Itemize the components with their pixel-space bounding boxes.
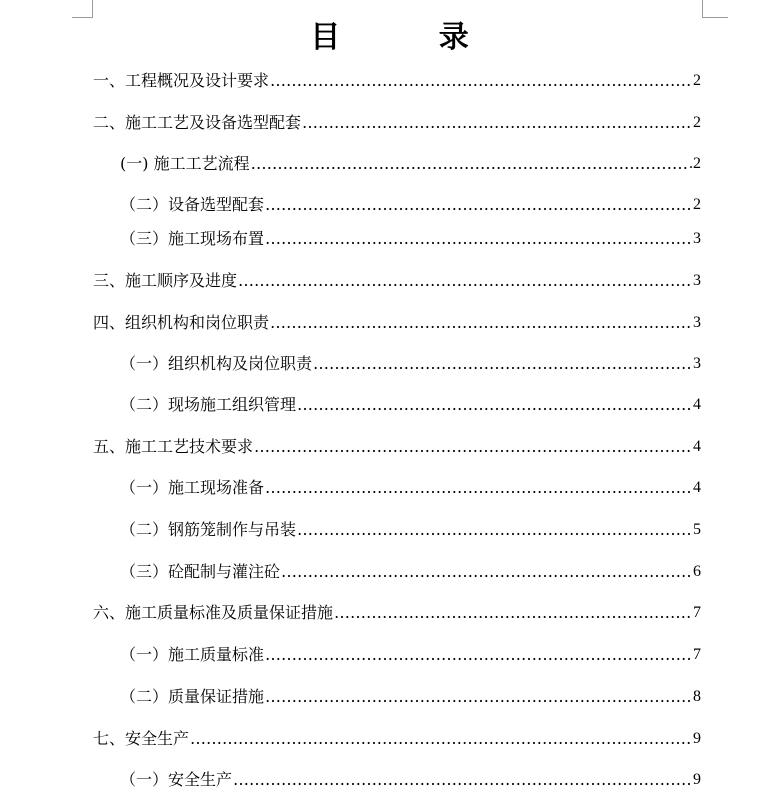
toc-page-number: 2 [693, 196, 701, 213]
toc-entry[interactable] [120, 153, 701, 175]
crop-mark-top-right [702, 0, 728, 18]
toc-entry-text: （一）施工质量标准 [120, 645, 265, 664]
toc-entry-text: （三）砼配制与灌注砼 [120, 562, 281, 581]
toc-entry-text: （二）设备选型配套 [120, 195, 265, 214]
toc-entry-text: 六、施工质量标准及质量保证措施 [93, 603, 334, 622]
toc-entry[interactable] [93, 312, 701, 334]
toc-leader-dots [265, 194, 692, 216]
toc-page-number: 2 [693, 72, 701, 89]
toc-entry-text: （二）现场施工组织管理 [120, 395, 297, 414]
toc-leader-dots [190, 728, 692, 750]
toc-page-number: 4 [693, 479, 701, 496]
toc-entry-text: 五、施工工艺技术要求 [93, 437, 254, 456]
toc-entry[interactable] [93, 728, 701, 750]
toc-leader-dots [270, 70, 692, 92]
toc-entry[interactable] [120, 686, 701, 708]
toc-page-number: 3 [693, 355, 701, 372]
toc-page-number: 8 [693, 688, 701, 705]
toc-entry[interactable] [93, 436, 701, 458]
toc-leader-dots [254, 436, 692, 458]
toc-leader-dots [297, 519, 692, 541]
page-title: 目 录 [310, 20, 513, 55]
toc-leader-dots [265, 644, 692, 666]
toc-page-number: 2 [693, 114, 701, 131]
toc-leader-dots [238, 270, 692, 292]
toc-leader-dots [313, 353, 692, 375]
toc-leader-dots [251, 153, 688, 175]
toc-page-number: 9 [693, 771, 701, 788]
toc-page-number: 5 [693, 521, 701, 538]
toc-leader-dots [265, 686, 692, 708]
toc-page-number: 9 [693, 730, 701, 747]
toc-leader-dots [233, 769, 692, 791]
toc-entry[interactable] [93, 70, 701, 92]
toc-entry-text: 四、组织机构和岗位职责 [93, 313, 270, 332]
toc-page-number: 3 [693, 230, 701, 247]
toc-entry[interactable] [120, 353, 701, 375]
toc-entry[interactable] [93, 112, 701, 134]
toc-entry[interactable] [93, 270, 701, 292]
toc-page-number: 4 [693, 396, 701, 413]
toc-entry-text: 二、施工工艺及设备选型配套 [93, 113, 302, 132]
toc-entry-text: 一、工程概况及设计要求 [93, 71, 270, 90]
toc-entry-text: （一）安全生产 [120, 770, 233, 789]
toc-leader-dots [265, 477, 692, 499]
toc-entry[interactable] [120, 228, 701, 250]
toc-leader-dots [297, 394, 692, 416]
toc-entry[interactable] [120, 561, 701, 583]
toc-entry-text: 三、施工顺序及进度 [93, 271, 238, 290]
toc-leader-dots [265, 228, 692, 250]
toc-entry[interactable] [93, 602, 701, 624]
toc-page-number: 3 [693, 314, 701, 331]
toc-entry-text: （三）施工现场布置 [120, 229, 265, 248]
toc-entry[interactable] [120, 477, 701, 499]
toc-entry-text: （一）施工现场准备 [120, 478, 265, 497]
toc-entry-text: （二）钢筋笼制作与吊装 [120, 520, 297, 539]
toc-leader-dots [270, 312, 692, 334]
toc-leader-dots [302, 112, 692, 134]
crop-mark-top-left [72, 0, 93, 18]
toc-entry-text: (一) 施工工艺流程 [120, 154, 250, 173]
toc-page-number: 3 [693, 272, 701, 289]
toc-entry-text: （一）组织机构及岗位职责 [120, 354, 313, 373]
toc-entry[interactable] [120, 519, 701, 541]
toc-entry[interactable] [120, 769, 701, 791]
toc-page-number: 7 [693, 646, 701, 663]
toc-leader-dots [334, 602, 692, 624]
toc-page-number: 6 [693, 563, 701, 580]
toc-entry[interactable] [120, 194, 701, 216]
toc-entry[interactable] [120, 644, 701, 666]
toc-leader-dots [281, 561, 692, 583]
toc-page-number: .2 [689, 155, 701, 172]
toc-entry-text: 七、安全生产 [93, 729, 190, 748]
toc-entry[interactable] [120, 394, 701, 416]
toc-page-number: 7 [693, 604, 701, 621]
toc-entry-text: （二）质量保证措施 [120, 687, 265, 706]
toc-page-number: 4 [693, 438, 701, 455]
